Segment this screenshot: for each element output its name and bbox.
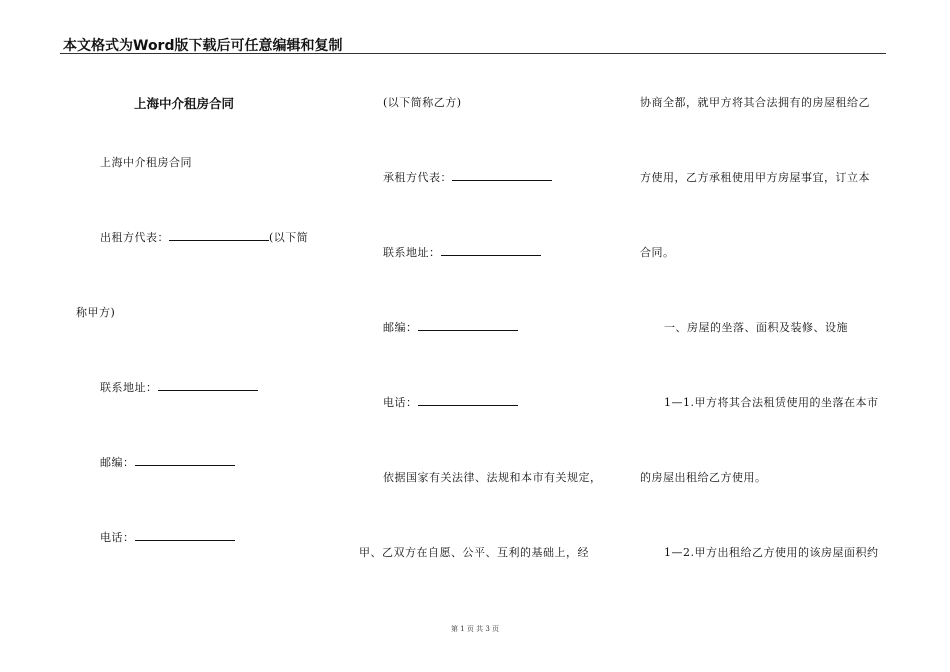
document-name-line: 上海中介租房合同 (100, 156, 192, 169)
lessee-representative-blank (452, 169, 552, 181)
lessor-representative-continuation: 称甲方) (76, 306, 116, 319)
lessee-address-line (383, 244, 541, 260)
lessor-phone-label: 电话： (100, 531, 135, 544)
lessor-representative-blank (169, 229, 269, 241)
clause-1-1-line-2: 的房屋出租给乙方使用。 (640, 471, 767, 484)
lessee-address-label: 联系地址： (383, 246, 441, 259)
header-divider (60, 53, 886, 54)
lessee-postcode-label: 邮编： (383, 321, 418, 334)
preamble-line-2: 方使用，乙方承租使用甲方房屋事宜，订立本 (640, 171, 870, 184)
lessee-representative-line (383, 169, 552, 185)
lessee-phone-blank (418, 394, 518, 406)
lessor-representative-suffix: (以下简 (269, 231, 309, 244)
lessor-phone-blank (135, 529, 235, 541)
lessor-postcode-line (100, 454, 235, 470)
document-title: 上海中介租房合同 (134, 96, 235, 111)
lessor-address-label: 联系地址： (100, 381, 158, 394)
lessor-postcode-blank (135, 454, 235, 466)
clause-1-2-line-1: 1—2.甲方出租给乙方使用的该房屋面积约 (664, 546, 879, 559)
lessee-abbreviation: (以下简称乙方) (383, 96, 462, 109)
lessee-phone-line (383, 394, 518, 410)
clause-1-1-line-1: 1—1.甲方将其合法租赁使用的坐落在本市 (664, 396, 879, 409)
lessor-address-blank (158, 379, 258, 391)
section-1-heading: 一、房屋的坐落、面积及装修、设施 (664, 321, 848, 334)
document-banner: 本文格式为Word版下载后可任意编辑和复制 (63, 38, 343, 54)
lessee-representative-label: 承租方代表： (383, 171, 452, 184)
lessor-representative-line (100, 229, 308, 245)
lessor-phone-line (100, 529, 235, 545)
legal-basis-line-1: 依据国家有关法律、法规和本市有关规定， (383, 471, 602, 484)
lessee-postcode-line (383, 319, 518, 335)
legal-basis-line-2: 甲、乙双方在自愿、公平、互利的基础上，经 (359, 546, 589, 559)
lessee-address-blank (441, 244, 541, 256)
lessor-representative-label: 出租方代表： (100, 231, 169, 244)
preamble-line-1: 协商全都，就甲方将其合法拥有的房屋租给乙 (640, 96, 870, 109)
lessee-postcode-blank (418, 319, 518, 331)
lessor-postcode-label: 邮编： (100, 456, 135, 469)
page-number: 第 1 页 共 3 页 (450, 625, 500, 633)
preamble-line-3: 合同。 (640, 246, 675, 259)
lessee-phone-label: 电话： (383, 396, 418, 409)
lessor-address-line (100, 379, 258, 395)
